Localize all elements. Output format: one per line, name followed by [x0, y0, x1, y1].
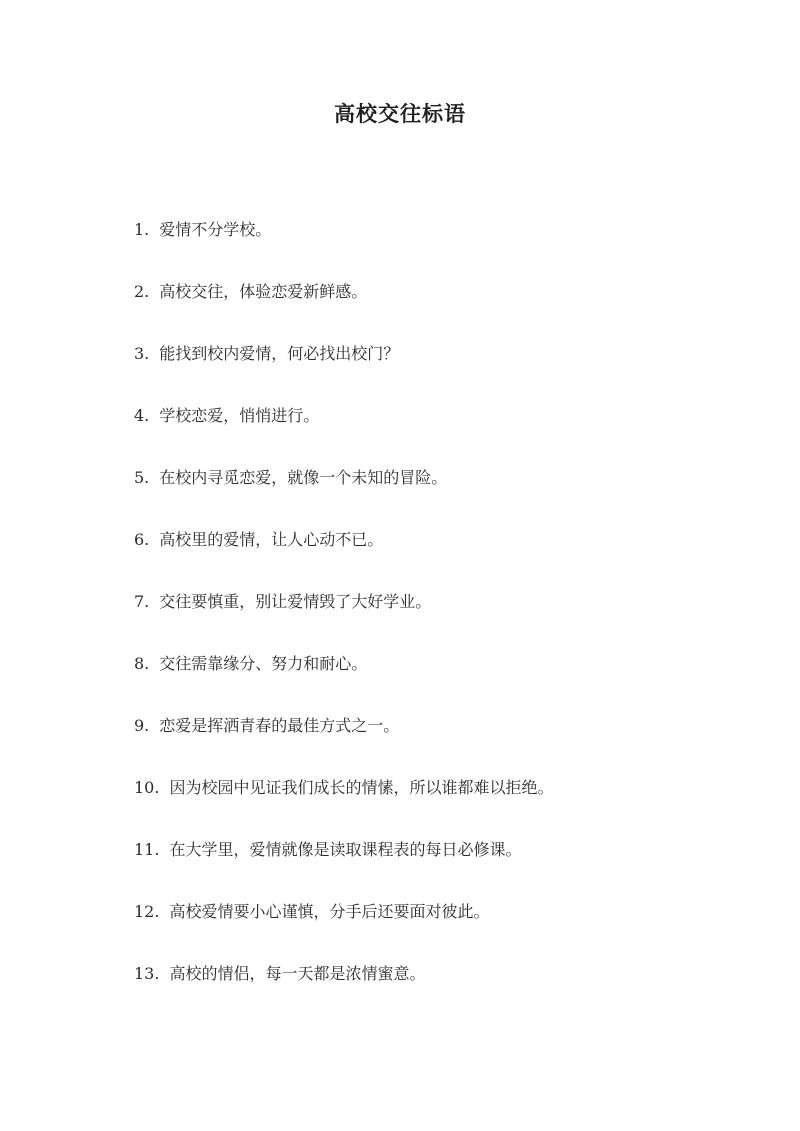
list-item [134, 528, 553, 590]
list-item [134, 404, 553, 466]
item-number: 4. [134, 406, 150, 425]
list-item [134, 714, 553, 776]
list-item [134, 652, 553, 714]
item-number: 5. [134, 468, 150, 487]
item-text: 交往需靠缘分、努力和耐心。 [159, 654, 368, 673]
item-number: 11. [134, 840, 160, 859]
item-number: 1. [134, 220, 150, 239]
list-item [134, 900, 553, 962]
item-number: 6. [134, 530, 150, 549]
item-text: 恋爱是挥洒青春的最佳方式之一。 [159, 716, 400, 735]
document-title: 高校交往标语 [334, 101, 466, 126]
item-number: 2. [134, 282, 150, 301]
item-number: 7. [134, 592, 150, 611]
list-item [134, 466, 553, 528]
list-item [134, 838, 553, 900]
list-item [134, 342, 553, 404]
list-item [134, 962, 553, 1024]
item-number: 9. [134, 716, 150, 735]
item-text: 在大学里，爱情就像是读取课程表的每日必修课。 [169, 840, 522, 859]
list-item [134, 590, 553, 652]
item-number: 12. [134, 902, 160, 921]
slogan-list [134, 218, 553, 1024]
item-text: 交往要慎重，别让爱情毁了大好学业。 [159, 592, 432, 611]
item-number: 13. [134, 964, 160, 983]
item-number: 3. [134, 344, 150, 363]
list-item [134, 776, 553, 838]
item-text: 在校内寻觅恋爱，就像一个未知的冒险。 [159, 468, 448, 487]
item-text: 学校恋爱，悄悄进行。 [159, 406, 320, 425]
item-text: 高校交往，体验恋爱新鲜感。 [159, 282, 368, 301]
list-item [134, 280, 553, 342]
item-text: 爱情不分学校。 [159, 220, 272, 239]
item-text: 能找到校内爱情，何必找出校门？ [159, 344, 400, 363]
item-text: 因为校园中见证我们成长的情愫，所以谁都难以拒绝。 [169, 778, 554, 797]
item-number: 10. [134, 778, 160, 797]
item-text: 高校的情侣，每一天都是浓情蜜意。 [169, 964, 426, 983]
list-item [134, 218, 553, 280]
item-number: 8. [134, 654, 150, 673]
item-text: 高校里的爱情，让人心动不已。 [159, 530, 384, 549]
item-text: 高校爱情要小心谨慎，分手后还要面对彼此。 [169, 902, 490, 921]
